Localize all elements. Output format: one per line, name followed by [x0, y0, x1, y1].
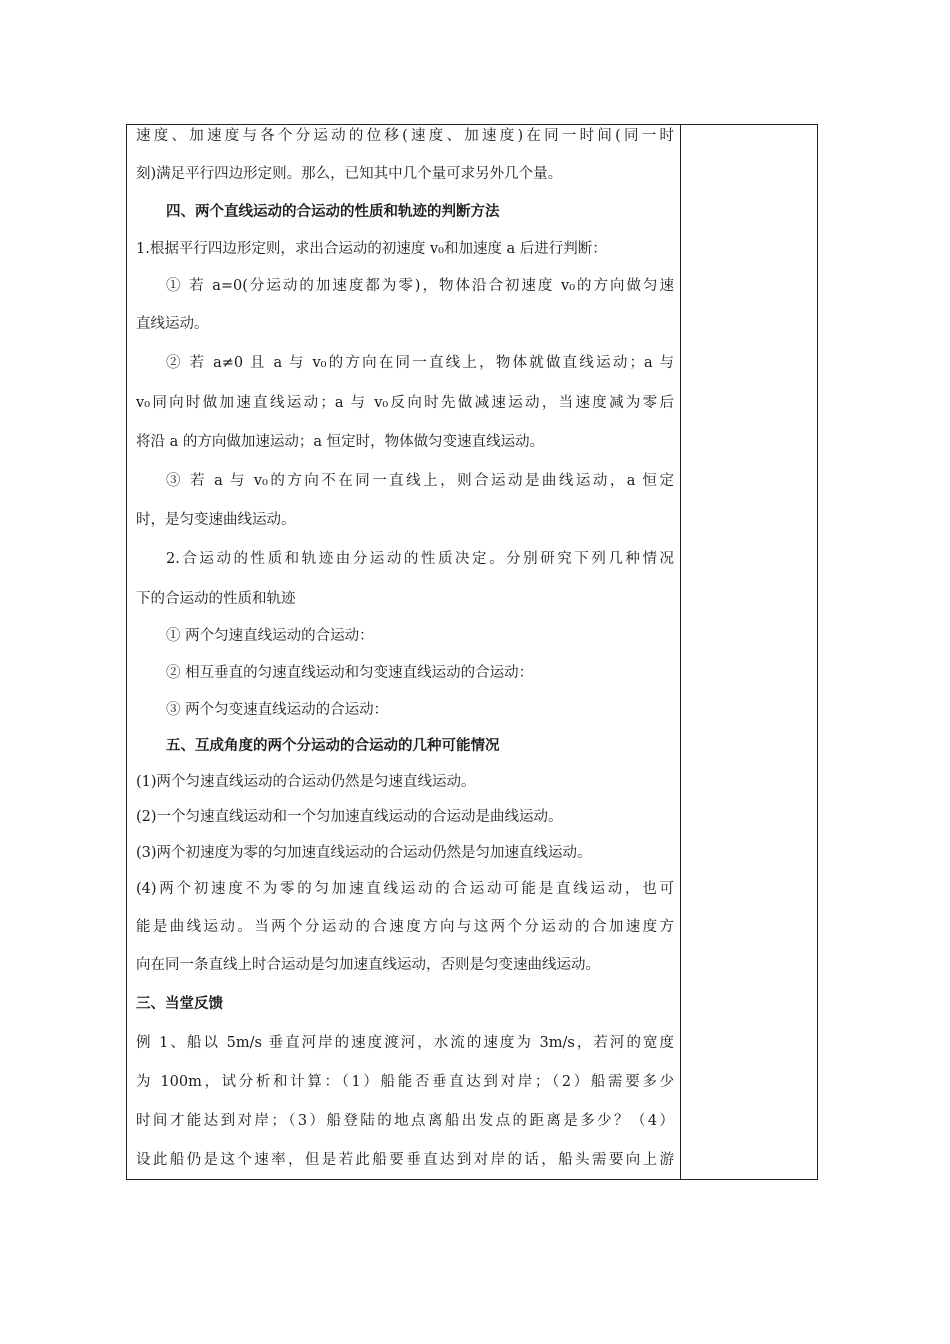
text-line: ③ 两个匀变速直线运动的合运动： — [166, 702, 389, 718]
text-line: 刻)满足平行四边形定则。那么，已知其中几个量可求另外几个量。 — [136, 166, 563, 182]
text-line: 为 100m，试分析和计算：（1）船能否垂直达到对岸；（2）船需要多少 — [136, 1074, 674, 1090]
section-heading: 四、两个直线运动的合运动的性质和轨迹的判断方法 — [166, 204, 500, 220]
section-heading: 三、当堂反馈 — [136, 996, 223, 1012]
text-line: (3)两个初速度为零的匀加速直线运动的合运动仍然是匀加速直线运动。 — [136, 845, 592, 861]
text-line: 下的合运动的性质和轨迹 — [136, 591, 296, 607]
text-line: 时，是匀变速曲线运动。 — [136, 512, 296, 528]
text-line: 将沿 a 的方向做加速运动；a 恒定时，物体做匀变速直线运动。 — [136, 434, 545, 450]
section-heading: 五、互成角度的两个分运动的合运动的几种可能情况 — [166, 738, 500, 754]
text-line: 1.根据平行四边形定则，求出合运动的初速度 v₀和加速度 a 后进行判断： — [136, 241, 607, 257]
text-line: (2)一个匀速直线运动和一个匀加速直线运动的合运动是曲线运动。 — [136, 809, 563, 825]
text-line: 速度、加速度与各个分运动的位移(速度、加速度)在同一时间(同一时 — [136, 128, 674, 144]
text-line: 例 1、船以 5m/s 垂直河岸的速度渡河，水流的速度为 3m/s，若河的宽度 — [136, 1035, 674, 1051]
text-line: 时间才能达到对岸；（3）船登陆的地点离船出发点的距离是多少？（4） — [136, 1113, 674, 1129]
text-line: 向在同一条直线上时合运动是匀加速直线运动，否则是匀变速曲线运动。 — [136, 957, 600, 973]
text-line: ① 两个匀速直线运动的合运动： — [166, 628, 374, 644]
text-line: ③ 若 a 与 v₀的方向不在同一直线上，则合运动是曲线运动，a 恒定 — [166, 473, 674, 489]
text-line: ① 若 a=0(分运动的加速度都为零)，物体沿合初速度 v₀的方向做匀速 — [166, 278, 674, 294]
text-line: v₀同向时做加速直线运动；a 与 v₀反向时先做减速运动，当速度减为零后 — [136, 395, 674, 411]
text-line: ② 相互垂直的匀速直线运动和匀变速直线运动的合运动： — [166, 665, 534, 681]
text-line: 能是曲线运动。当两个分运动的合速度方向与这两个分运动的合加速度方 — [136, 919, 674, 935]
text-line: 2.合运动的性质和轨迹由分运动的性质决定。分别研究下列几种情况 — [166, 551, 674, 567]
column-divider — [680, 124, 681, 1180]
text-line: 设此船仍是这个速率，但是若此船要垂直达到对岸的话，船头需要向上游 — [136, 1152, 674, 1168]
text-line: 直线运动。 — [136, 316, 209, 332]
text-line: (1)两个匀速直线运动的合运动仍然是匀速直线运动。 — [136, 774, 476, 790]
text-line: (4)两个初速度不为零的匀加速直线运动的合运动可能是直线运动，也可 — [136, 881, 674, 897]
text-line: ② 若 a≠0 且 a 与 v₀的方向在同一直线上，物体就做直线运动；a 与 — [166, 355, 674, 371]
